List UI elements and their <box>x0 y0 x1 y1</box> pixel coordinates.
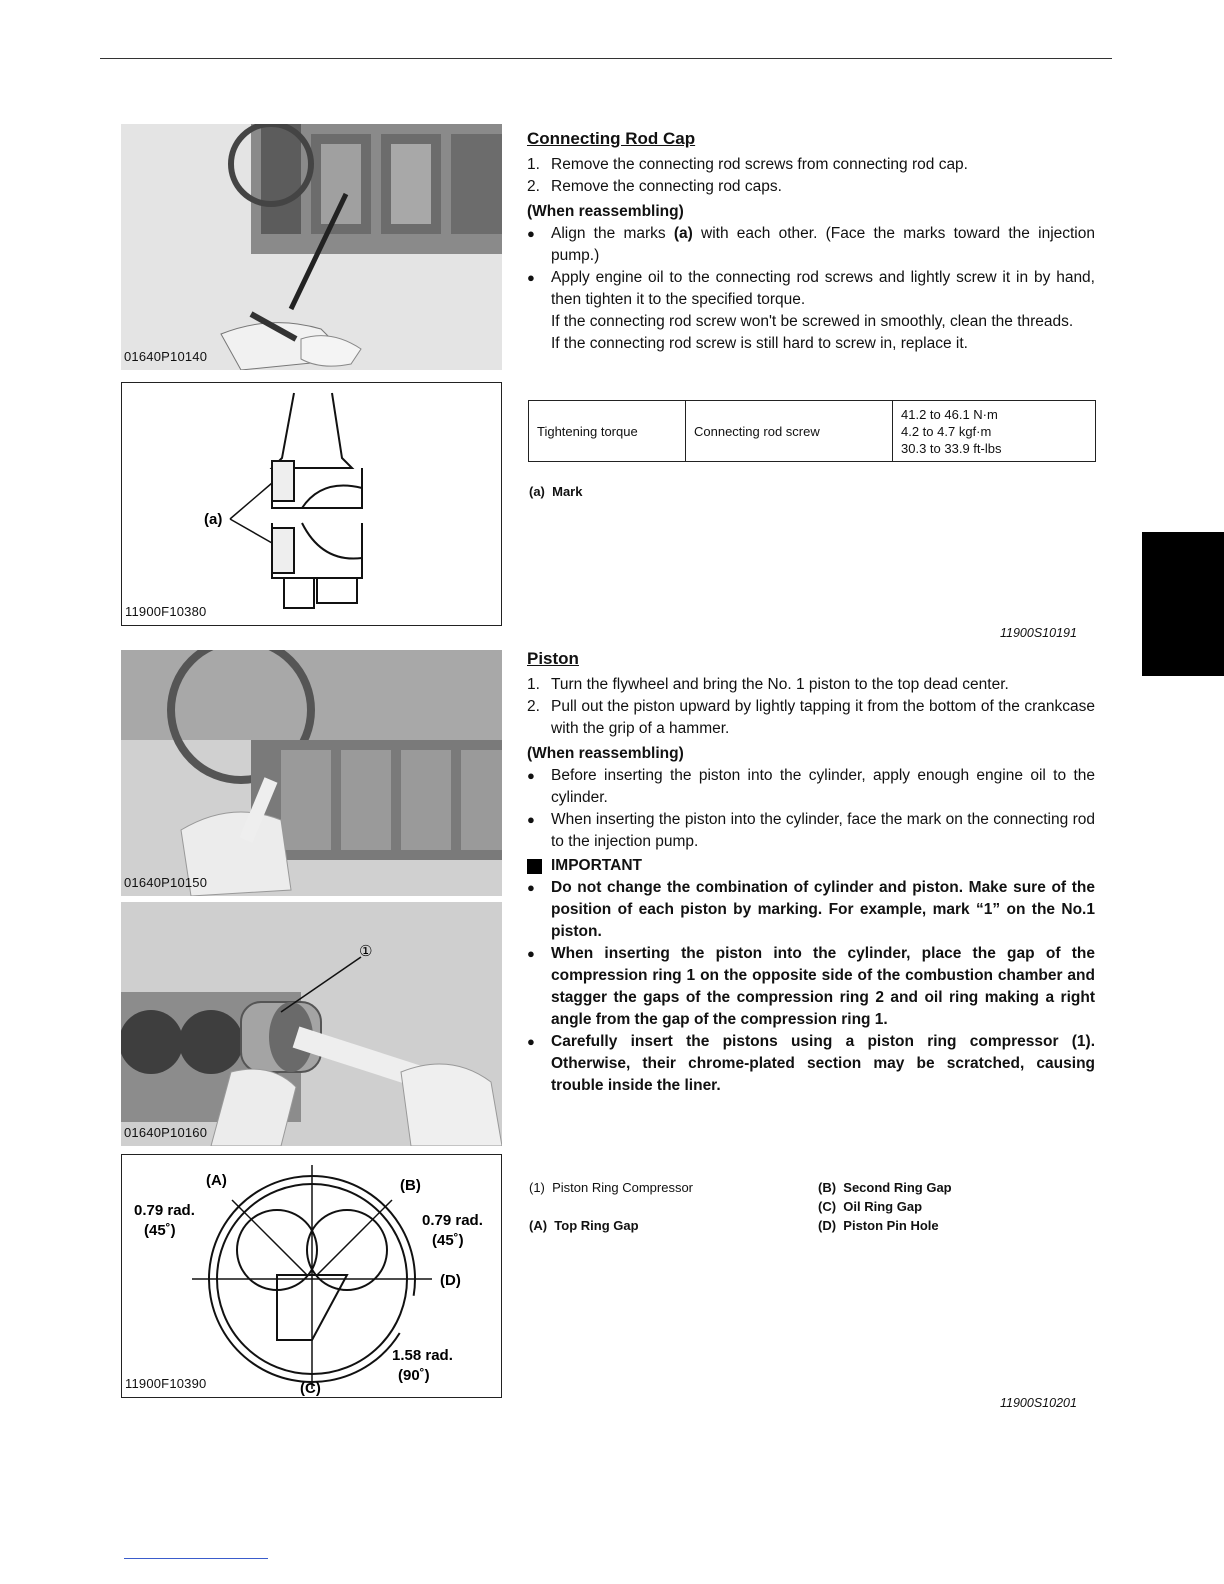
label-d: (D) <box>440 1272 461 1289</box>
torque-item: Connecting rod screw <box>686 401 893 462</box>
figure-code: 11900F10380 <box>125 604 207 619</box>
section-title: Connecting Rod Cap <box>527 129 696 148</box>
important-bullet: ● Carefully insert the pistons using a piston ring compressor (1). Otherwise, their chrome-plated section may be scratched, causing trouble inside the liner. <box>527 1033 1095 1094</box>
photo-piston-ring-compressor <box>121 902 502 1146</box>
ring-gap-drawing <box>122 1155 502 1398</box>
step: 2. Pull out the piston upward by lightly tapping it from the bottom of the crankcase with the grip of a hammer. <box>527 698 1095 737</box>
label-b: (B) <box>400 1177 421 1194</box>
legend-d: (D) Piston Pin Hole <box>818 1218 939 1233</box>
bullet: ● Align the marks (a) with each other. (Face the marks toward the injection pump.) <box>527 225 1095 264</box>
doc-code: 11900S10191 <box>1000 626 1077 640</box>
photo-conrod-screw-removal <box>121 124 502 370</box>
bullet: ● Apply engine oil to the connecting rod screws and lightly screw it in by hand, then tighten it to the specified torque. If the connecting rod screw won't be screwed in smoothly, clean the threads. If the connecting rod screw is still hard to screw in, replace it. <box>527 269 1095 352</box>
label-left-rad: 0.79 rad. <box>134 1202 195 1219</box>
reassembling-heading: (When reassembling) <box>527 203 684 220</box>
photo-illustration <box>121 902 502 1146</box>
label-c: (C) <box>300 1380 321 1397</box>
label-bottom-deg: (90˚) <box>398 1367 430 1384</box>
label-right-rad: 0.79 rad. <box>422 1212 483 1229</box>
doc-code: 11900S10201 <box>1000 1396 1077 1410</box>
bullet: ● When inserting the piston into the cylinder, face the mark on the connecting rod to the injection pump. <box>527 811 1095 850</box>
step: 1. Turn the flywheel and bring the No. 1 piston to the top dead center. <box>527 676 1009 693</box>
conrod-drawing <box>122 383 502 626</box>
label-a: (A) <box>206 1172 227 1189</box>
figure-code: 01640P10150 <box>124 875 208 890</box>
figure-code: 01640P10160 <box>124 1125 208 1140</box>
important-bullet: ● Do not change the combination of cylinder and piston. Make sure of the position of each piston by marking. For example, mark “1” on the No.1 piston. <box>527 879 1095 940</box>
step: 2. Remove the connecting rod caps. <box>527 178 782 195</box>
important-icon <box>527 859 542 874</box>
torque-table <box>528 400 1096 462</box>
diagram-ring-gaps <box>121 1154 502 1398</box>
legend-c: (C) Oil Ring Gap <box>818 1199 923 1214</box>
diagram-label-a: (a) <box>204 511 223 528</box>
legend-mark: (a) Mark <box>529 484 583 499</box>
legend-1: (1) Piston Ring Compressor <box>529 1180 694 1195</box>
reassembling-heading: (When reassembling) <box>527 745 684 762</box>
label-left-deg: (45˚) <box>144 1222 176 1239</box>
footer-link-underline[interactable] <box>124 1558 268 1559</box>
section-thumb-tab <box>1142 532 1224 676</box>
figure-code: 11900F10390 <box>125 1376 207 1391</box>
figure-marker-1: ① <box>359 942 373 960</box>
figure-code: 01640P10140 <box>124 349 208 364</box>
legend-b: (B) Second Ring Gap <box>818 1180 952 1195</box>
bullet: ● Before inserting the piston into the cylinder, apply enough engine oil to the cylinder. <box>527 767 1095 806</box>
section-title: Piston <box>527 649 579 668</box>
important-bullet: ● When inserting the piston into the cylinder, place the gap of the compression ring 1 on the opposite side of the combustion chamber and stagger the gaps of the compression ring 2 and oil ring making a right angle from the gap of the compression ring 1. <box>527 945 1095 1028</box>
step: 1. Remove the connecting rod screws from connecting rod cap. <box>527 156 968 173</box>
photo-illustration <box>121 124 502 370</box>
label-right-deg: (45˚) <box>432 1232 464 1249</box>
piston-section <box>527 648 1095 1097</box>
torque-values: 41.2 to 46.1 N·m 4.2 to 4.7 kgf·m 30.3 to 33.9 ft-lbs <box>893 401 1096 462</box>
label-bottom-rad: 1.58 rad. <box>392 1347 453 1364</box>
photo-illustration <box>121 650 502 896</box>
legend-a: (A) Top Ring Gap <box>529 1218 639 1233</box>
torque-label: Tightening torque <box>529 401 686 462</box>
conrod-section <box>527 128 1095 355</box>
header-rule <box>100 58 1112 59</box>
important-heading: IMPORTANT <box>527 855 1095 877</box>
diagram-conrod-marks <box>121 382 502 626</box>
photo-piston-removal <box>121 650 502 896</box>
